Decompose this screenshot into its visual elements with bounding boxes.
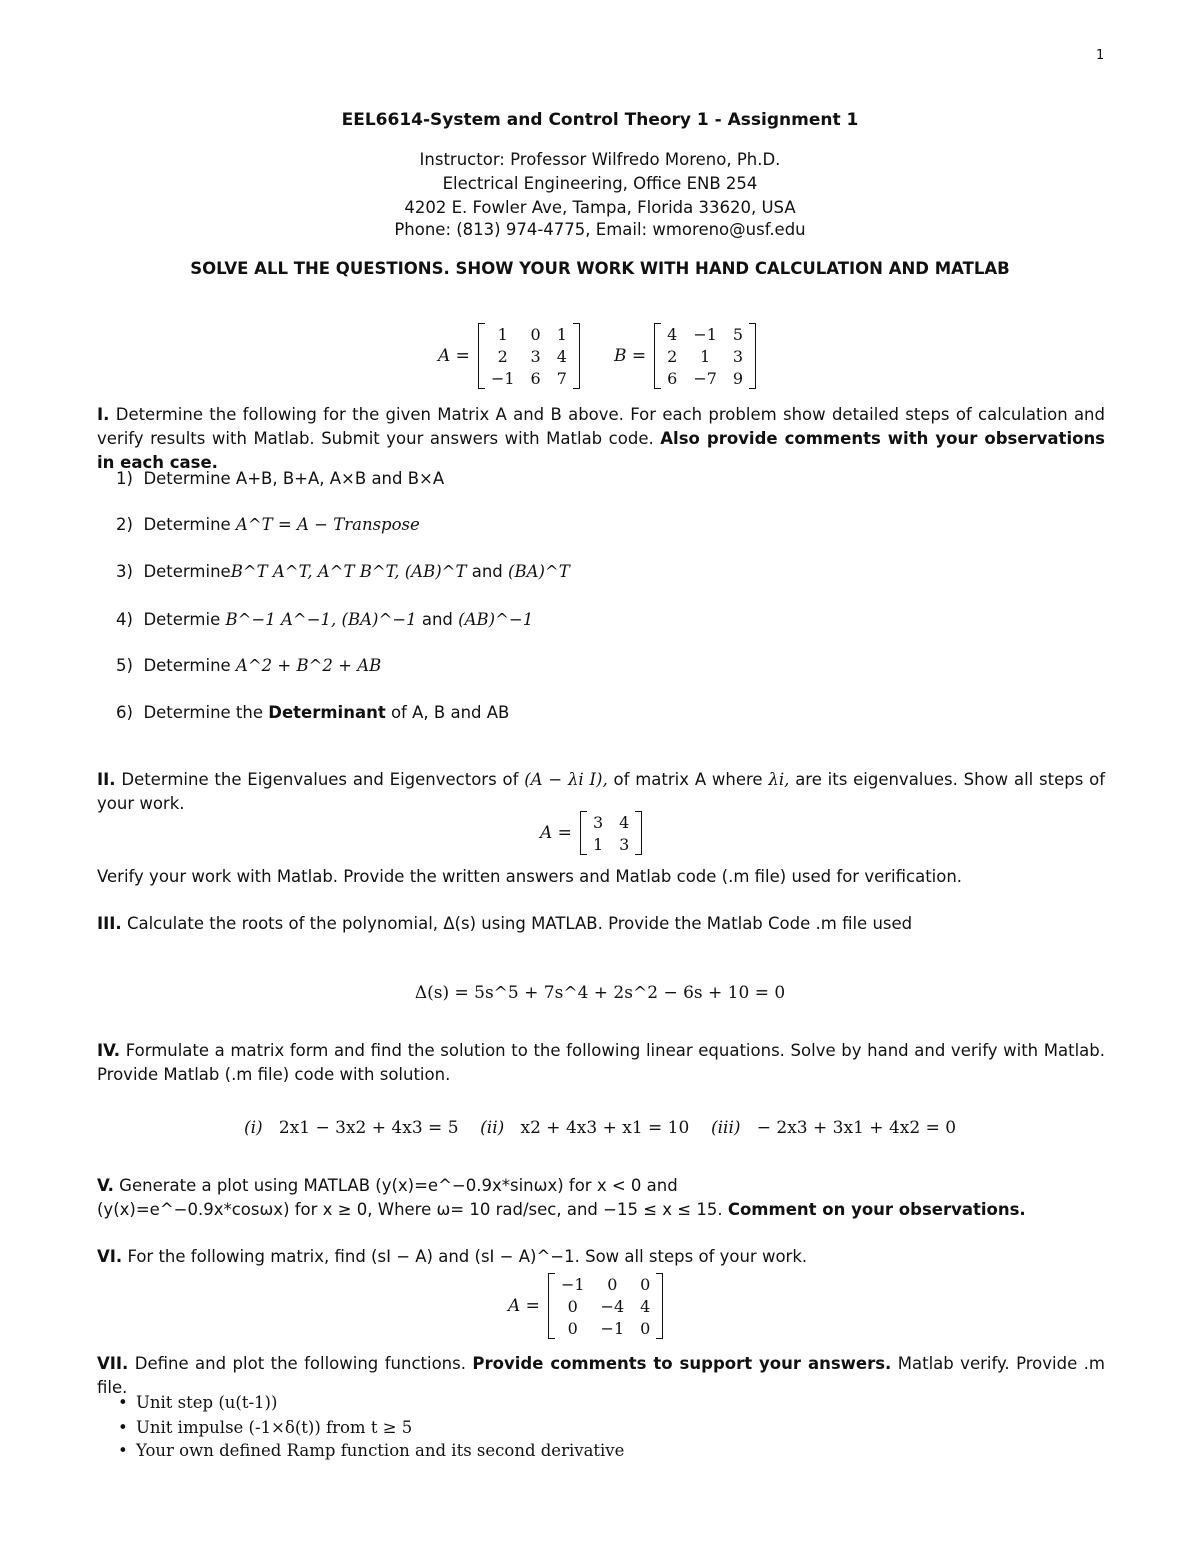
matrix-a3-block	[508, 1273, 663, 1339]
equation-1: 2x1 − 3x2 + 4x3 = 5	[278, 1118, 459, 1138]
matrix-a2: 3 4 1 3	[580, 811, 642, 855]
polynomial-equation: Δ(s) = 5s^5 + 7s^4 + 2s^2 − 6s + 10 = 0	[414, 983, 786, 1003]
question-1-number: I.	[97, 405, 110, 424]
q1-item-3: 3) DetermineB^T A^T, A^T B^T, (AB)^T and (BA)^T	[116, 562, 570, 581]
linear-equations: (i) 2x1 − 3x2 + 4x3 = 5 (ii) x2 + 4x3 + x1 = 10 (iii) − 2x3 + 3x1 + 4x2 = 0	[243, 1118, 957, 1138]
matrix-a-block	[438, 323, 580, 389]
question-2: II. Determine the Eigenvalues and Eigenvectors of (A − λi I), of matrix A where λi, are its eigenvalues. Show all steps of your work.	[97, 770, 1106, 813]
question-1	[97, 403, 1105, 475]
equation-3: − 2x3 + 3x1 + 4x2 = 0	[756, 1118, 957, 1138]
matrix-a2-label: A =	[540, 823, 572, 843]
question-7-number: VII.	[97, 1354, 129, 1373]
question-4-number: IV.	[97, 1041, 121, 1060]
q1-item-4: 4) Determie B^−1 A^−1, (BA)^−1 and (AB)^−1	[116, 610, 534, 629]
equation-2: x2 + 4x3 + x1 = 10	[520, 1118, 690, 1138]
matrix-a3: −1 0 0 0 −4 4 0 −1 0	[548, 1273, 663, 1339]
matrix-a3-label: A =	[508, 1296, 540, 1316]
question-5-line-2: (y(x)=e^−0.9x*cosωx) for x ≥ 0, Where ω= 10 rad/sec, and −15 ≤ x ≤ 15. Comment on your observations.	[97, 1200, 1026, 1219]
question-5-number: V.	[97, 1176, 114, 1195]
question-6-number: VI.	[97, 1247, 123, 1266]
question-1-bold-tail: Also provide comments with your observations in each case.	[97, 429, 1106, 472]
q7-bullet-3: • Your own defined Ramp function and its second derivative	[118, 1441, 624, 1460]
question-3: III. Calculate the roots of the polynomial, Δ(s) using MATLAB. Provide the Matlab Code .m file used	[97, 914, 913, 933]
q1-item-6: 6) Determine the Determinant of A, B and AB	[116, 703, 510, 722]
matrix-b-label: B =	[614, 346, 647, 366]
q7-bullet-2: • Unit impulse (-1×δ(t)) from t ≥ 5	[118, 1418, 412, 1437]
contact-line: Phone: (813) 974-4775, Email: wmoreno@usf.edu	[394, 220, 806, 239]
question-7: VII. Define and plot the following functions. Provide comments to support your answers. Matlab verify. Provide .m file.	[97, 1354, 1105, 1397]
page-number: 1	[1096, 48, 1105, 63]
matrix-b: 4 −1 5 2 1 3 6 −7 9	[654, 323, 756, 389]
question-2-number: II.	[97, 770, 116, 789]
matrix-b-block	[614, 323, 756, 389]
q1-item-2: 2) Determine A^T = A − Transpose	[116, 515, 420, 534]
q1-item-1: 1) Determine A+B, B+A, A×B and B×A	[116, 469, 445, 488]
question-6: VI. For the following matrix, find (sI − A) and (sI − A)^−1. Sow all steps of your work.	[97, 1247, 808, 1266]
instructor-line: Instructor: Professor Wilfredo Moreno, Ph.D.	[419, 150, 781, 169]
matrix-a: 1 0 1 2 3 4 −1 6 7	[478, 323, 580, 389]
question-4: IV. Formulate a matrix form and find the solution to the following linear equations. Solve by hand and verify with Matlab. Provide Matlab (.m file) code with solution.	[97, 1041, 1105, 1084]
matrix-a-label: A =	[438, 346, 470, 366]
q1-item-2-math: A^T = A − Transpose	[235, 515, 420, 534]
question-3-number: III.	[97, 914, 122, 933]
question-5-line-1: V. Generate a plot using MATLAB (y(x)=e^−0.9x*sinωx) for x < 0 and	[97, 1176, 678, 1195]
q1-item-5: 5) Determine A^2 + B^2 + AB	[116, 656, 382, 675]
department-line: Electrical Engineering, Office ENB 254	[442, 174, 758, 193]
q7-bullet-1: • Unit step (u(t-1))	[118, 1393, 277, 1412]
address-line: 4202 E. Fowler Ave, Tampa, Florida 33620, USA	[404, 198, 796, 217]
assignment-title: EEL6614-System and Control Theory 1 - Assignment 1	[341, 110, 859, 130]
matrix-a2-block	[540, 811, 642, 855]
question-2-verify: Verify your work with Matlab. Provide the written answers and Matlab code (.m file) used for verification.	[97, 867, 963, 886]
instruction-heading: SOLVE ALL THE QUESTIONS. SHOW YOUR WORK WITH HAND CALCULATION AND MATLAB	[190, 259, 1010, 278]
question-1-text: Determine the following for the given Matrix A and B above. For each problem show detailed steps of calculation and verify results with Matlab. Submit your answers with Matlab code.	[97, 405, 1105, 448]
